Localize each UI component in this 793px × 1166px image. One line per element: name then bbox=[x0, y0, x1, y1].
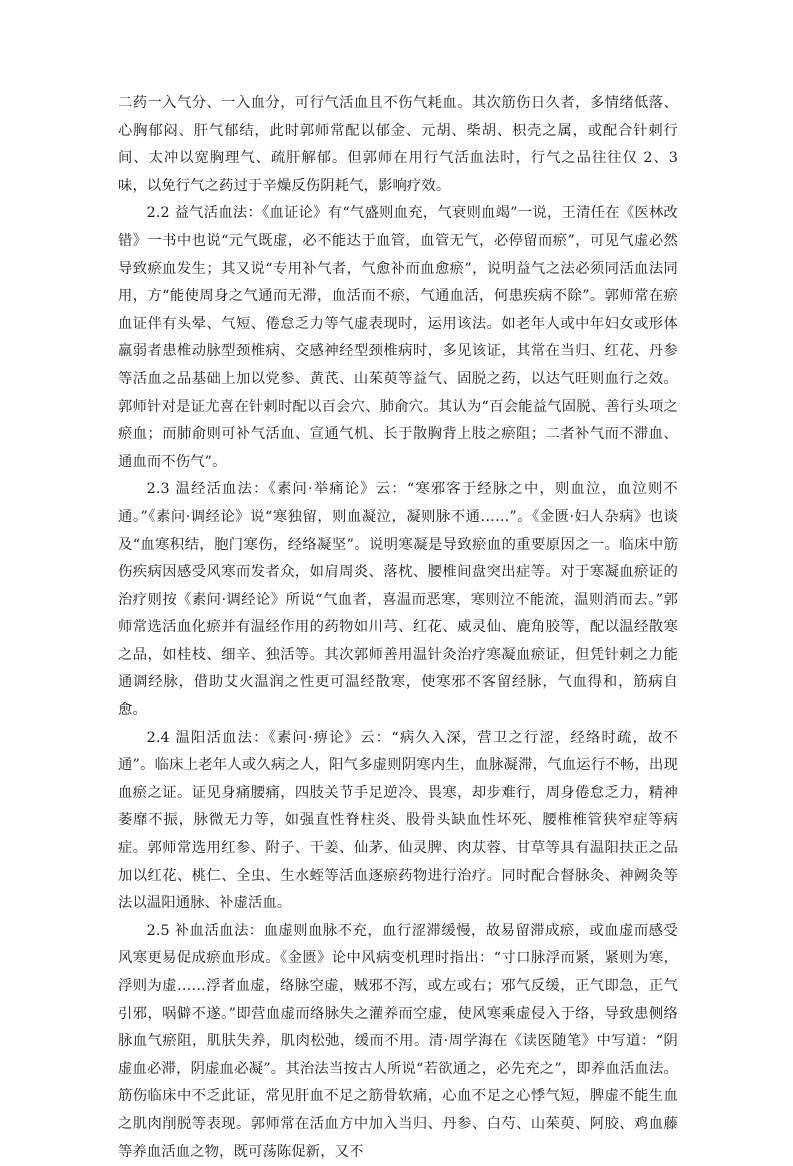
document-page bbox=[118, 90, 678, 1166]
paragraph-2-3-wenjing-huoxue: 2.3 温经活血法：《素问·举痛论》云：“寒邪客于经脉之中，则血泣，血泣则不通。”《素问·调经论》说“寒独留，则血凝泣，凝则脉不通……”。《金匮·妇人杂病》也谈及“血寒积结，胞门寒伤，经络凝坚”。说明寒凝是导致瘀血的重要原因之一。临床中筋伤疾病因感受风寒而发者众，如肩周炎、落枕、腰椎间盘突出症等。对于寒凝血瘀证的治疗则按《素问·调经论》所说“气血者，喜温而恶寒，寒则泣不能流，温则消而去。”郭师常选活血化瘀并有温经作用的药物如川芎、红花、威灵仙、鹿角胶等，配以温经散寒之品，如桂枝、细辛、独活等。其次郭师善用温针灸治疗寒凝血瘀证，但凭针刺之力能通调经脉，借助艾火温润之性更可温经散寒，使寒邪不客留经脉，气血得和，筋病自愈。 bbox=[118, 481, 678, 719]
paragraph-2-2-yiqi-huoxue: 2.2 益气活血法：《血证论》有“气盛则血充，气衰则血竭”一说，王清任在《医林改错》一书中也说“元气既虚，必不能达于血管，血管无气，必停留而瘀”，可见气虚必然导致瘀血发生；其又说“专用补气者，气愈补而血愈瘀”，说明益气之法必须同活血法同用，方“能使周身之气通而无滞，血活而不瘀，气通血活，何患疾病不除”。郭师常在瘀血证伴有头晕、气短、倦怠乏力等气虚表现时，运用该法。如老年人或中年妇女或形体羸弱者患椎动脉型颈椎病、交感神经型颈椎病时，多见该证，其常在当归、红花、丹参等活血之品基础上加以党参、黄芪、山茱萸等益气、固脱之药，以达气旺则血行之效。郭师针对是证尤喜在针刺时配以百会穴、肺俞穴。其认为“百会能益气固脱、善行头项之瘀血；而肺俞则可补气活血、宣通气机、长于散胸背上肢之瘀阻；二者补气而不滞血、通血而不伤气”。 bbox=[118, 205, 678, 470]
paragraph-2-4-wenyang-huoxue: 2.4 温阳活血法：《素问·痹论》云：“病久入深，营卫之行涩，经络时疏，故不通”。临床上老年人或久病之人，阳气多虚则阴寒内生，血脉凝滞，气血运行不畅，出现血瘀之证。证见身痛腰痛，四肢关节手足逆冷、畏寒，却步难行，周身倦怠乏力，精神萎靡不振，脉微无力等，如强直性脊柱炎、股骨头缺血性坏死、腰椎椎管狭窄症等病症。郭师常选用红参、附子、干姜、仙茅、仙灵脾、肉苁蓉、甘草等具有温阳扶正之品加以红花、桃仁、全虫、生水蛭等活血逐瘀药物进行治疗。同时配合督脉灸、神阙灸等法以温阳通脉、补虚活血。 bbox=[118, 729, 678, 912]
paragraph-2-5-buxue-huoxue: 2.5 补血活血法：血虚则血脉不充，血行涩滞缓慢，故易留滞成瘀，或血虚而感受风寒更易促成瘀血形成。《金匮》论中风病变机理时指出：“寸口脉浮而紧，紧则为寒，浮则为虚……浮者血虚，络脉空虚，贼邪不泻，或左或右；邪气反缓，正气即急，正气引邪，㖞僻不遂。”即营血虚而络脉失之灌养而空虚，使风寒乘虚侵入于络，导致患侧络脉血气瘀阻，肌肤失养，肌肉松弛，缓而不用。清·周学海在《读医随笔》中写道：“阴虚血必滞，阴虚血必凝”。其治法当按古人所说“若欲通之，必先充之”，即养血活血法。筋伤临床中不乏此证，常见肝血不足之筋骨软痛，心血不足之心悸气短，脾虚不能生血之肌肉削脱等表现。郭师常在活血方中加入当归、丹参、白芍、山茱萸、阿胶、鸡血藤等养血活血之物，既可荡陈促新，又不 bbox=[118, 922, 678, 1160]
paragraph-continuation: 二药一入气分、一入血分，可行气活血且不伤气耗血。其次筋伤日久者，多情绪低落、心胸郁闷、肝气郁结，此时郭师常配以郁金、元胡、柴胡、枳壳之属，或配合针刺行间、太冲以宽胸理气、疏肝解郁。但郭师在用行气活血法时，行气之品往往仅 2、3 味，以免行气之药过于辛燥反伤阴耗气，影响疗效。 bbox=[118, 95, 678, 194]
